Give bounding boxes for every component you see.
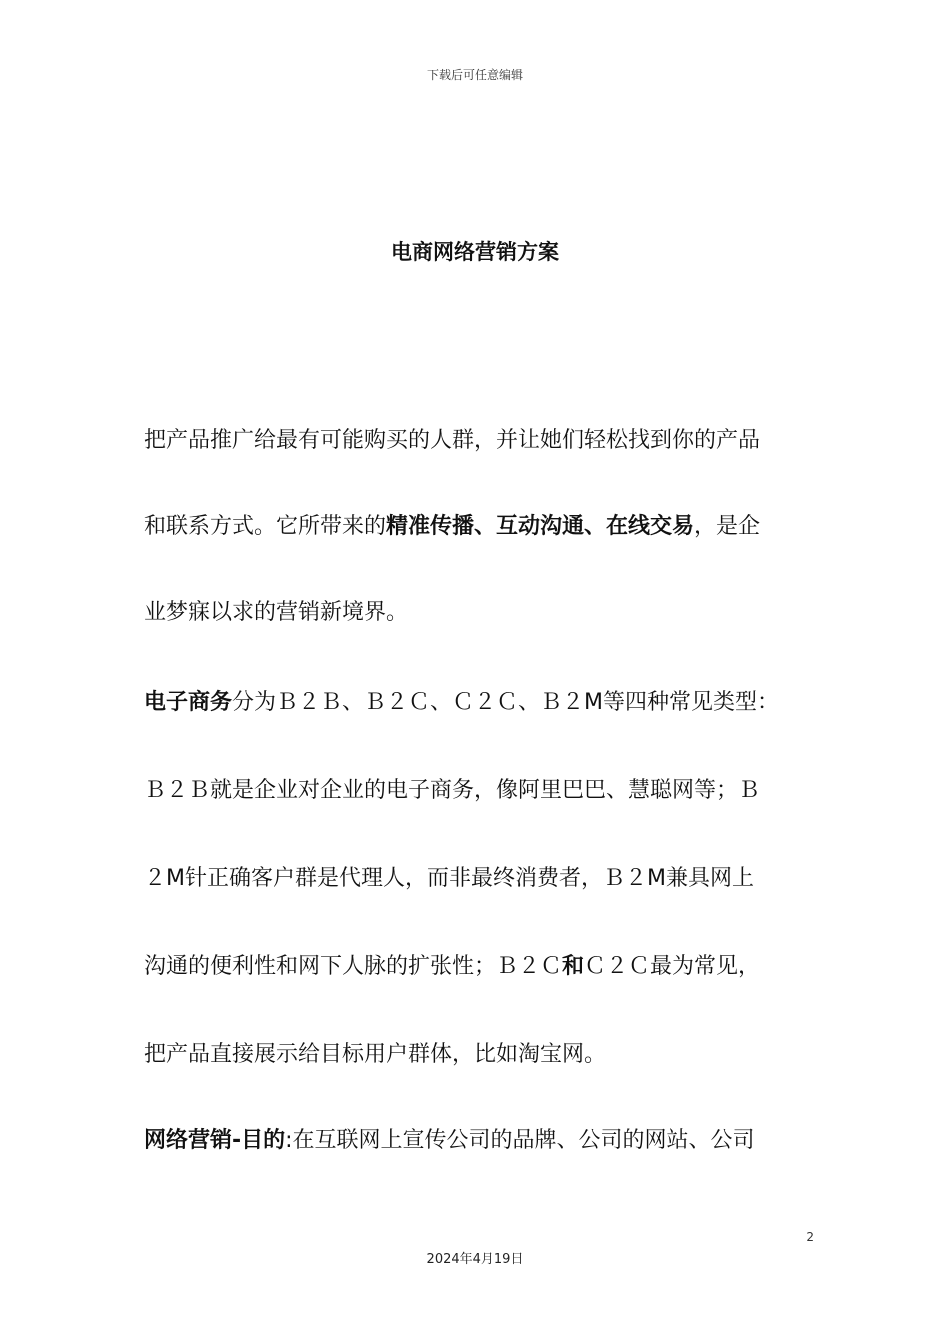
text-run: 分为Ｂ２Ｂ、Ｂ２Ｃ、Ｃ２Ｃ、Ｂ２M等四种常见类型：	[232, 690, 779, 715]
text-run: 和联系方式。它所带来的	[144, 514, 387, 539]
paragraph-2-line-1	[144, 688, 814, 718]
paragraph-2-line-5	[144, 1040, 814, 1070]
bold-term: 电子商务	[144, 690, 233, 715]
bold-highlight: 精准传播、互动沟通、在线交易	[386, 514, 695, 539]
header-note: 下载后可任意编辑	[426, 68, 523, 82]
paragraph-2-line-4	[144, 952, 814, 982]
bold-text: 和	[562, 954, 585, 979]
page-number: 2	[806, 1230, 814, 1244]
text-run: :在互联网上宣传公司的品牌、公司的网站、公司	[285, 1128, 755, 1153]
paragraph-1-line-1	[144, 426, 814, 456]
text-run: Ｃ２Ｃ最为常见，	[584, 954, 761, 979]
paragraph-1-line-3	[144, 598, 814, 628]
text-run: ，是企	[694, 514, 761, 539]
text-run: 把产品推广给最有可能购买的人群，并让她们轻松找到你的产品	[144, 428, 761, 453]
document-title: 电商网络营销方案	[391, 240, 559, 264]
text-run: ２M针正确客户群是代理人，而非最终消费者，Ｂ２M兼具网上	[144, 866, 754, 891]
text-run: 把产品直接展示给目标用户群体，比如淘宝网。	[144, 1042, 607, 1067]
footer-date: 2024年4月19日	[426, 1252, 524, 1267]
paragraph-2-line-2	[144, 776, 814, 806]
text-run: Ｂ２Ｂ就是企业对企业的电子商务，像阿里巴巴、慧聪网等；Ｂ	[144, 778, 761, 803]
paragraph-3-line-1	[144, 1126, 814, 1156]
paragraph-2-line-3	[144, 864, 814, 894]
bold-term: 网络营销-目的	[144, 1128, 286, 1153]
text-run: 业梦寐以求的营销新境界。	[144, 600, 409, 625]
text-run: 沟通的便利性和网下人脉的扩张性；Ｂ２Ｃ	[144, 954, 563, 979]
paragraph-1-line-2	[144, 512, 814, 542]
